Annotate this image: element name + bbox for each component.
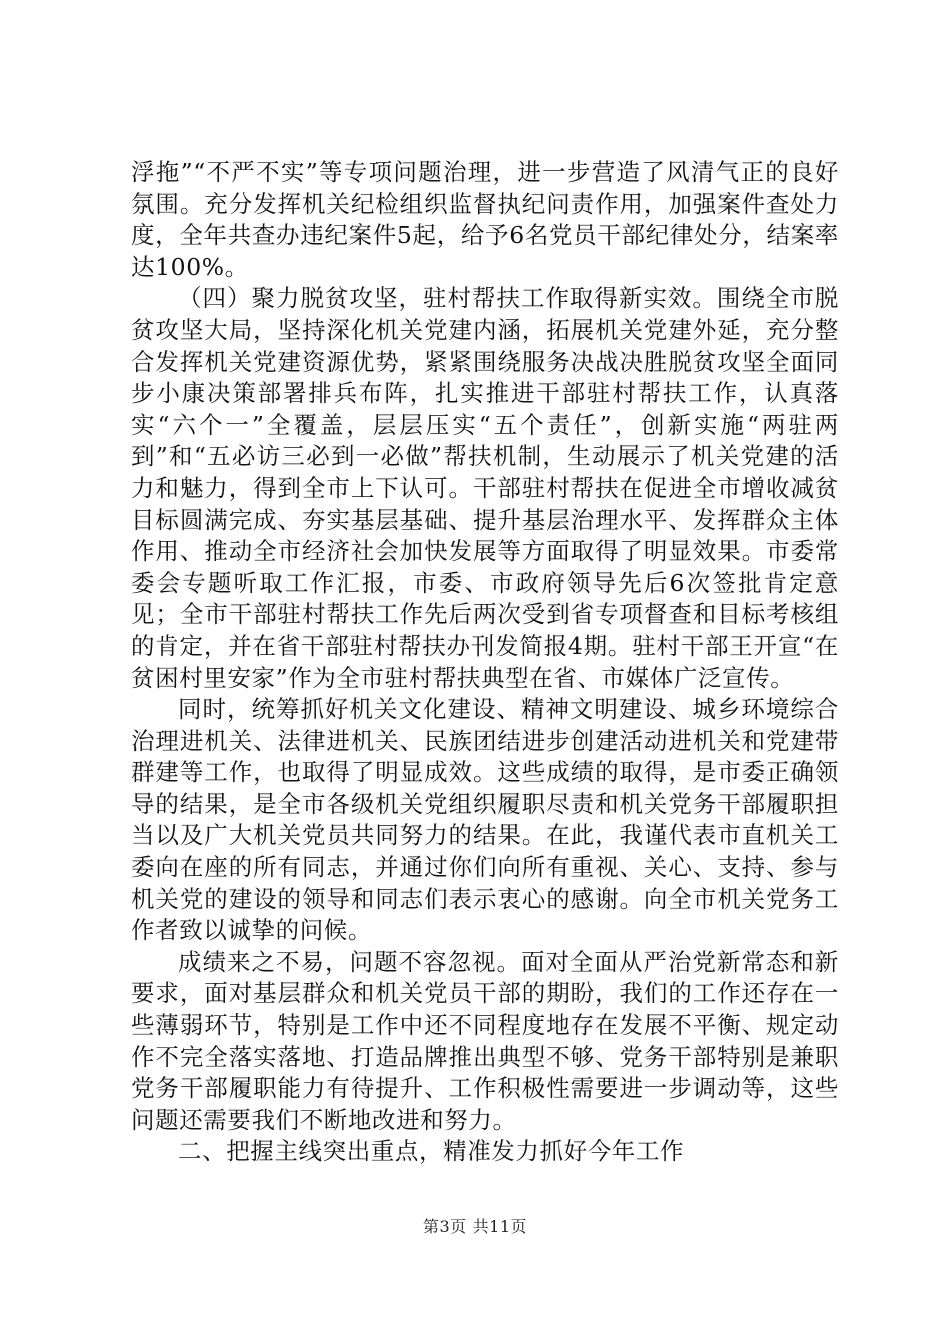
section-heading: 二、把握主线突出重点，精准发力抓好今年工作: [178, 1137, 685, 1166]
page-total: 共11页: [472, 1217, 528, 1236]
page-number: 第3页: [422, 1217, 467, 1236]
paragraph-continuation: 浮拖”“不严不实”等专项问题治理，进一步营造了风清气正的良好氛围。充分发挥机关纪检组织监督执纪问责作用，加强案件查处力度，全年共查办违纪案件5起，给予6名党员干部纪律处分，结案率达100%。: [131, 158, 839, 281]
paragraph-achievements: 同时，统筹抓好机关文化建设、精神文明建设、城乡环境综合治理进机关、法律进机关、民族团结进步创建活动进机关和党建带群建等工作，也取得了明显成效。这些成绩的取得，是市委正确领导的结果，是全市各级机关党组织履职尽责和机关党务干部履职担当以及广大机关党员共同努力的结果。在此，我谨代表市直机关工委向在座的所有同志，并通过你们向所有重视、关心、支持、参与机关党的建设的领导和同志们表示衷心的感谢。向全市机关党务工作者致以诚挚的问候。: [131, 695, 839, 945]
paragraph-problems: 成绩来之不易，问题不容忽视。面对全面从严治党新常态和新要求，面对基层群众和机关党员干部的期盼，我们的工作还存在一些薄弱环节，特别是工作中还不同程度地存在发展不平衡、规定动作不完全落实落地、打造品牌推出典型不够、党务干部特别是兼职党务干部履职能力有待提升、工作积极性需要进一步调动等，这些问题还需要我们不断地改进和努力。: [131, 947, 839, 1134]
page-footer: [0, 1214, 950, 1237]
document-body: [131, 157, 839, 1168]
paragraph-poverty-alleviation: （四）聚力脱贫攻坚，驻村帮扶工作取得新实效。围绕全市脱贫攻坚大局，坚持深化机关党建内涵，拓展机关党建外延，充分整合发挥机关党建资源优势，紧紧围绕服务决战决胜脱贫攻坚全面同步小康决策部署排兵布阵，扎实推进干部驻村帮扶工作，认真落实“六个一”全覆盖，层层压实“五个责任”，创新实施“两驻两到”和“五必访三必到一必做”帮扶机制，生动展示了机关党建的活力和魅力，得到全市上下认可。干部驻村帮扶在促进全市增收减贫目标圆满完成、夯实基层基础、提升基层治理水平、发挥群众主体作用、推动全市经济社会加快发展等方面取得了明显效果。市委常委会专题听取工作汇报，市委、市政府领导先后6次签批肯定意见；全市干部驻村帮扶工作先后两次受到省专项督查和目标考核组的肯定，并在省干部驻村帮扶办刊发简报4期。驻村干部王开宣“在贫困村里安家”作为全市驻村帮扶典型在省、市媒体广泛宣传。: [131, 284, 839, 692]
